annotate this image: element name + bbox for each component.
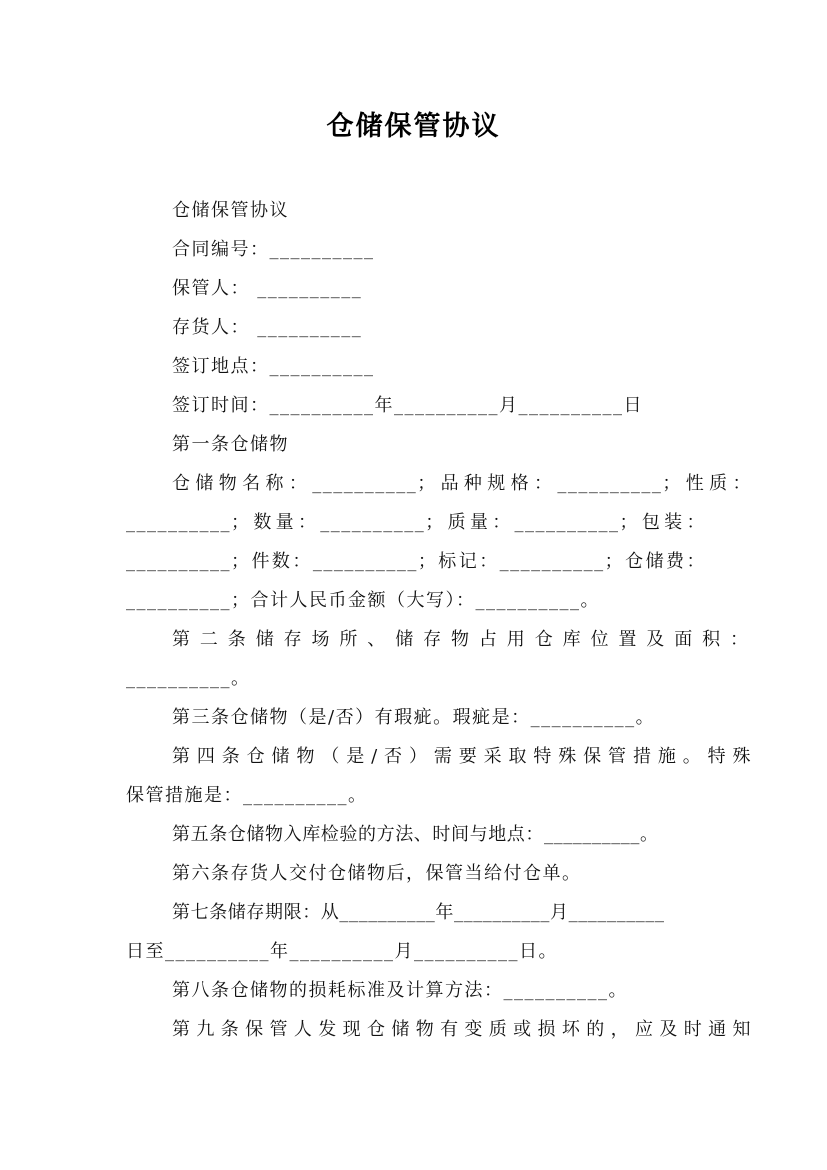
doc-heading-line: 仓储保管协议 xyxy=(172,200,289,221)
article-1-line-3: __________；件数：__________；标记：__________；仓储费： xyxy=(126,551,706,572)
article-7-line-1: 第七条储存期限：从__________年__________月__________ xyxy=(172,902,665,923)
signing-date-line: 签订时间：__________年__________月__________日 xyxy=(172,395,643,416)
article-3-line: 第三条仓储物（是/否）有瑕疵。瑕疵是：__________。 xyxy=(172,707,656,728)
article-1-line-1: 仓储物名称：__________；品种规格：__________；性质： xyxy=(172,473,752,494)
article-7-line-2: 日至__________年__________月__________日。 xyxy=(126,941,558,962)
article-8-line: 第八条仓储物的损耗标准及计算方法：__________。 xyxy=(172,980,628,1001)
article-6-line: 第六条存货人交付仓储物后，保管当给付仓单。 xyxy=(172,863,582,884)
article-2-line-2: __________。 xyxy=(126,668,251,689)
article-1-heading: 第一条仓储物 xyxy=(172,434,289,455)
depositor-line: 存货人： __________ xyxy=(172,317,363,338)
article-5-line: 第五条仓储物入库检验的方法、时间与地点：__________。 xyxy=(172,824,659,845)
article-4-line-1: 第四条仓储物（是/否）需要采取特殊保管措施。特殊 xyxy=(172,746,752,767)
article-9-line-1: 第九条保管人发现仓储物有变质或损坏的，应及时通知 xyxy=(172,1019,752,1040)
signing-place-line: 签订地点：__________ xyxy=(172,356,375,377)
article-4-line-2: 保管措施是：__________。 xyxy=(126,785,368,806)
custodian-line: 保管人： __________ xyxy=(172,278,363,299)
article-2-line-1: 第二条储存场所、储存物占用仓库位置及面积： xyxy=(172,629,752,650)
article-1-line-4: __________；合计人民币金额（大写）：__________。 xyxy=(126,590,600,611)
article-1-line-2: __________；数量：__________；质量：__________；包装： xyxy=(126,512,706,533)
document-title: 仓储保管协议 xyxy=(326,111,501,142)
contract-number-line: 合同编号：__________ xyxy=(172,239,375,260)
